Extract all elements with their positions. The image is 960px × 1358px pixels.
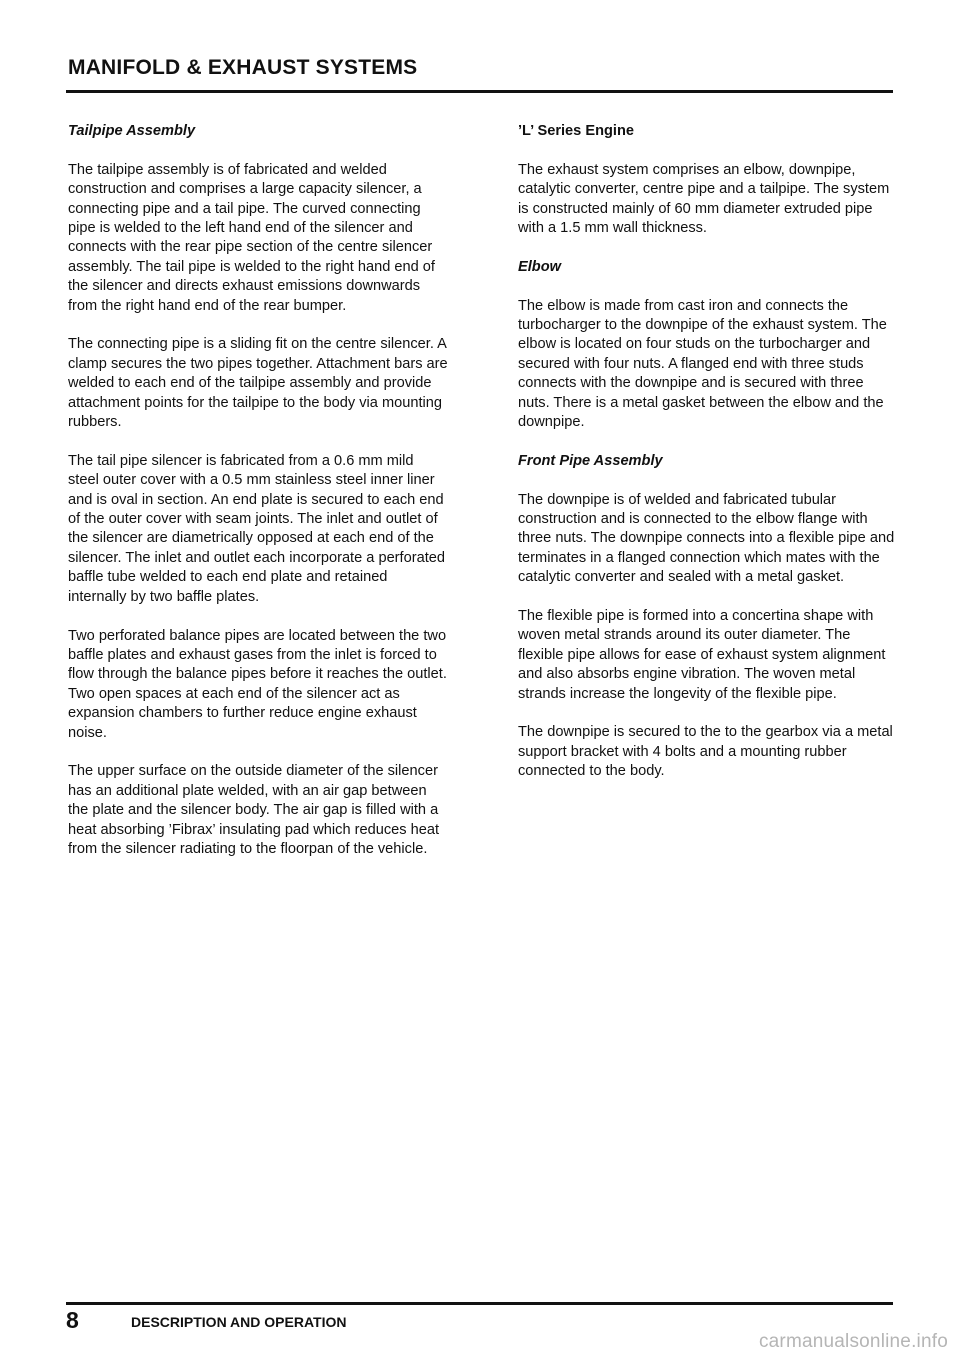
body-paragraph: The downpipe is secured to the to the gearbox via a metal support bracket with 4 bolts and a mounting rubber connected to the body. [518, 724, 893, 780]
body-paragraph: The flexible pipe is formed into a concertina shape with woven metal strands around its outer diameter. The flexible pipe allows for ease of exhaust system alignment and also absorbs engine vibration. The woven metal strands increase the longevity of the flexible pipe. [518, 608, 886, 702]
footer-divider [66, 1302, 893, 1305]
page-title: MANIFOLD & EXHAUST SYSTEMS [68, 56, 418, 79]
body-paragraph: The tailpipe assembly is of fabricated and welded construction and comprises a large capacity silencer, a connecting pipe and a tail pipe. The curved connecting pipe is welded to the left hand end of the silencer and connects with the rear pipe section of the centre silencer assembly. The tail pipe is welded to the right hand end of the silencer and directs exhaust emissions downwards from the right hand end of the rear bumper. [68, 161, 435, 314]
right-column [518, 122, 898, 801]
body-paragraph: The downpipe is of welded and fabricated tubular construction and is connected to the elbow flange with three nuts. The downpipe connects into a flexible pipe and terminates in a flanged connection which mates with the catalytic converter and sealed with a metal gasket. [518, 491, 895, 586]
body-paragraph: The elbow is made from cast iron and connects the turbocharger to the downpipe of the exhaust system. The elbow is located on four studs on the turbocharger and secured with four nuts. A flanged end with three studs connects with the downpipe and is secured with three nuts. There is a metal gasket between the elbow and the downpipe. [518, 297, 887, 431]
elbow-heading: Elbow [518, 258, 561, 275]
body-paragraph: The exhaust system comprises an elbow, downpipe, catalytic converter, centre pipe and a tailpipe. The system is constructed mainly of 60 mm diameter extruded pipe with a 1.5 mm wall thickness. [518, 161, 890, 237]
left-column [68, 122, 448, 879]
body-paragraph: The connecting pipe is a sliding fit on the centre silencer. A clamp secures the two pipes together. Attachment bars are welded to each end of the tailpipe assembly and provide attachment points for the tailpipe to the body via mounting rubbers. [68, 336, 448, 431]
front-pipe-assembly-heading: Front Pipe Assembly [518, 452, 663, 469]
page-number: 8 [66, 1307, 79, 1333]
header-divider [66, 90, 893, 93]
watermark: carmanualsonline.info [758, 1331, 948, 1352]
body-paragraph: Two perforated balance pipes are located between the two baffle plates and exhaust gases from the inlet is forced to flow through the balance pipes before it reaches the outlet. Two open spaces at each end of the silencer act as expansion chambers to further reduce engine exhaust noise. [68, 627, 447, 741]
body-paragraph: The tail pipe silencer is fabricated from a 0.6 mm mild steel outer cover with a 0.5 mm stainless steel inner liner and is oval in section. An end plate is secured to each end of the outer cover with seam joints. The inlet and outlet of the silencer are diametrically opposed at each end of the silencer. The inlet and outlet each incorporate a perforated baffle tube welded to each end plate and retained internally by two baffle plates. [68, 452, 445, 605]
body-paragraph: The upper surface on the outside diameter of the silencer has an additional plate welded, with an air gap between the plate and the silencer body. The air gap is filled with a heat absorbing ’Fibrax’ insulating pad which reduces heat from the silencer radiating to the floorpan of the vehicle. [68, 763, 440, 857]
tailpipe-assembly-heading: Tailpipe Assembly [68, 123, 196, 139]
l-series-engine-heading: ’L’ Series Engine [518, 123, 634, 139]
footer-section-label: DESCRIPTION AND OPERATION [131, 1314, 347, 1330]
